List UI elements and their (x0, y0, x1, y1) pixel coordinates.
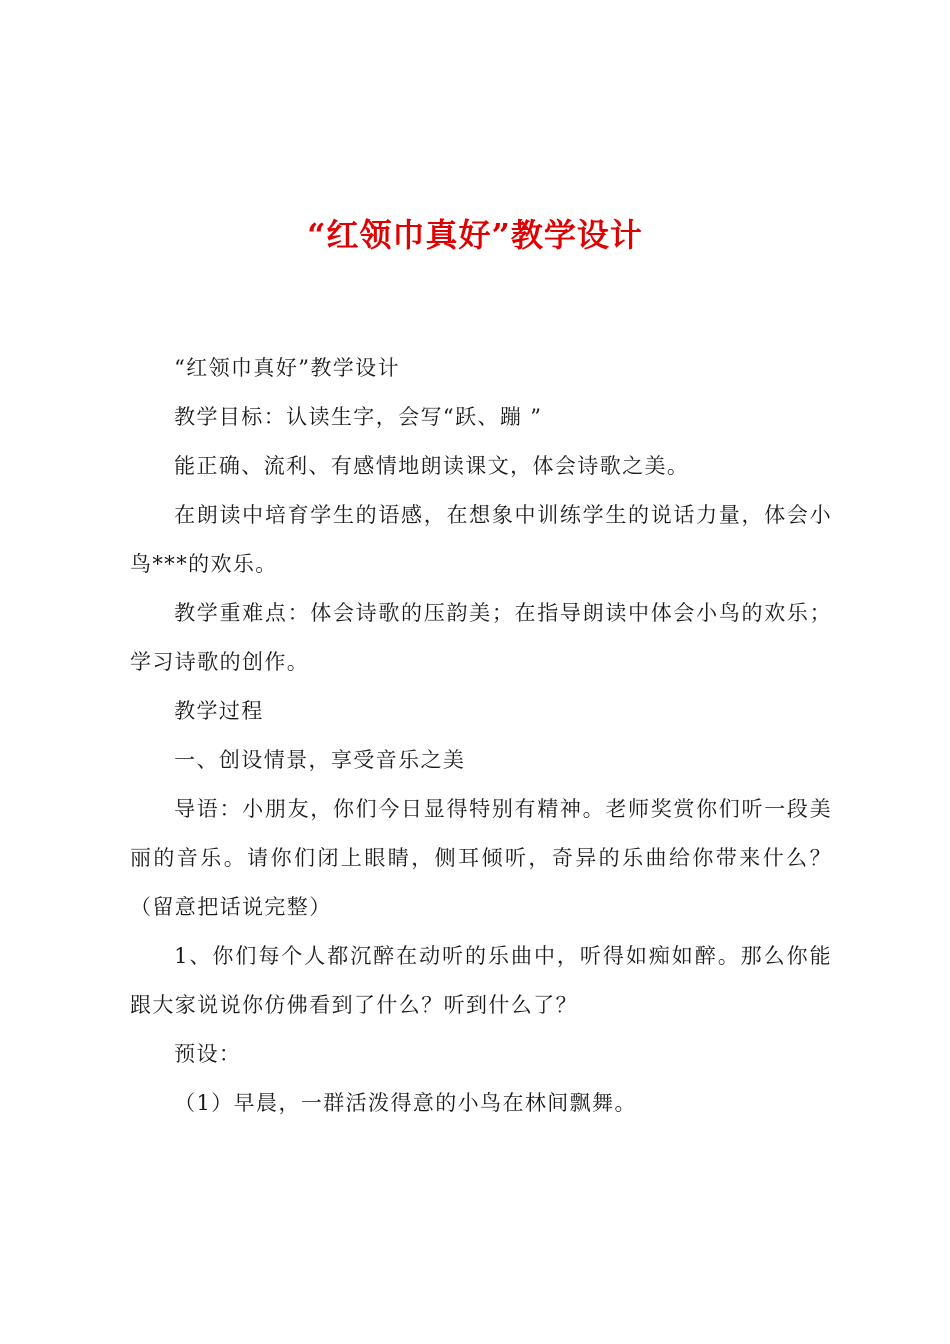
paragraph-teaching-goal: 教学目标：认读生字，会写“跃、蹦 ” (174, 405, 543, 429)
paragraph-subtitle: “红领巾真好”教学设计 (174, 356, 400, 380)
paragraph-process-heading: 教学过程 (174, 699, 264, 723)
paragraph-introduction: 导语：小朋友，你们今日显得特别有精神。老师奖赏你们听一段美丽的音乐。请你们闭上眼睛，侧耳倾听，奇异的乐曲给你带来什么？（留意把话说完整） (130, 797, 832, 919)
document-body (130, 344, 832, 1128)
paragraph-preset-label: 预设： (174, 1042, 242, 1066)
paragraph-key-points: 教学重难点：体会诗歌的压韵美；在指导朗读中体会小鸟的欢乐；学习诗歌的创作。 (130, 601, 832, 674)
paragraph-language-goal: 在朗读中培育学生的语感，在想象中训练学生的说话力量，体会小鸟***的欢乐。 (130, 503, 832, 576)
paragraph-section-one: 一、创设情景，享受音乐之美 (174, 748, 466, 772)
paragraph-reading-goal: 能正确、流利、有感情地朗读课文，体会诗歌之美。 (174, 454, 690, 478)
paragraph-question-one: 1、你们每个人都沉醉在动听的乐曲中，听得如痴如醉。那么你能跟大家说说你仿佛看到了什么？听到什么了？ (130, 944, 832, 1017)
document-title: “红领巾真好”教学设计 (307, 216, 643, 254)
paragraph-preset-one: （1）早晨，一群活泼得意的小鸟在林间飘舞。 (174, 1091, 637, 1115)
